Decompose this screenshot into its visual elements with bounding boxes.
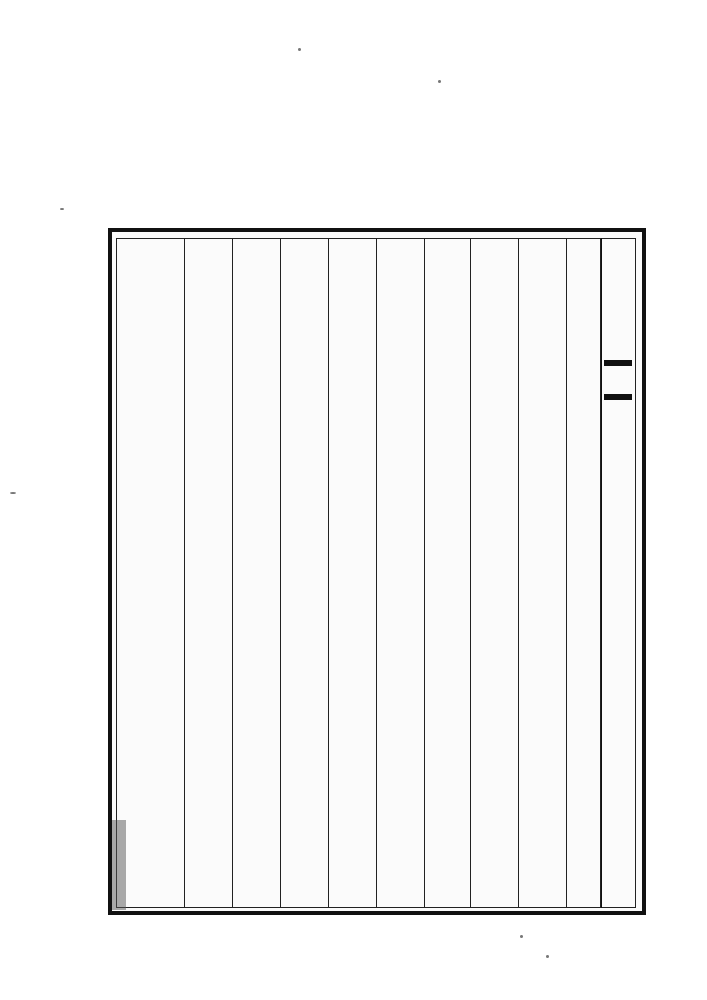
text-column-8 (234, 250, 282, 900)
scan-speck (520, 935, 523, 938)
scan-speck (10, 492, 16, 494)
text-column-9 (186, 250, 234, 900)
scan-speck (298, 48, 301, 51)
scan-speck (438, 80, 441, 83)
text-column-4 (426, 250, 474, 900)
column-rule (184, 238, 185, 908)
text-column-10 (130, 250, 178, 900)
text-column-3 (472, 250, 520, 900)
text-column-5 (378, 250, 426, 900)
text-column-2 (520, 250, 568, 900)
text-column-1 (568, 250, 616, 900)
text-column-6 (330, 250, 378, 900)
scan-speck (546, 955, 549, 958)
scan-speck (60, 208, 64, 210)
scan-smudge (112, 820, 126, 910)
text-column-7 (282, 250, 330, 900)
